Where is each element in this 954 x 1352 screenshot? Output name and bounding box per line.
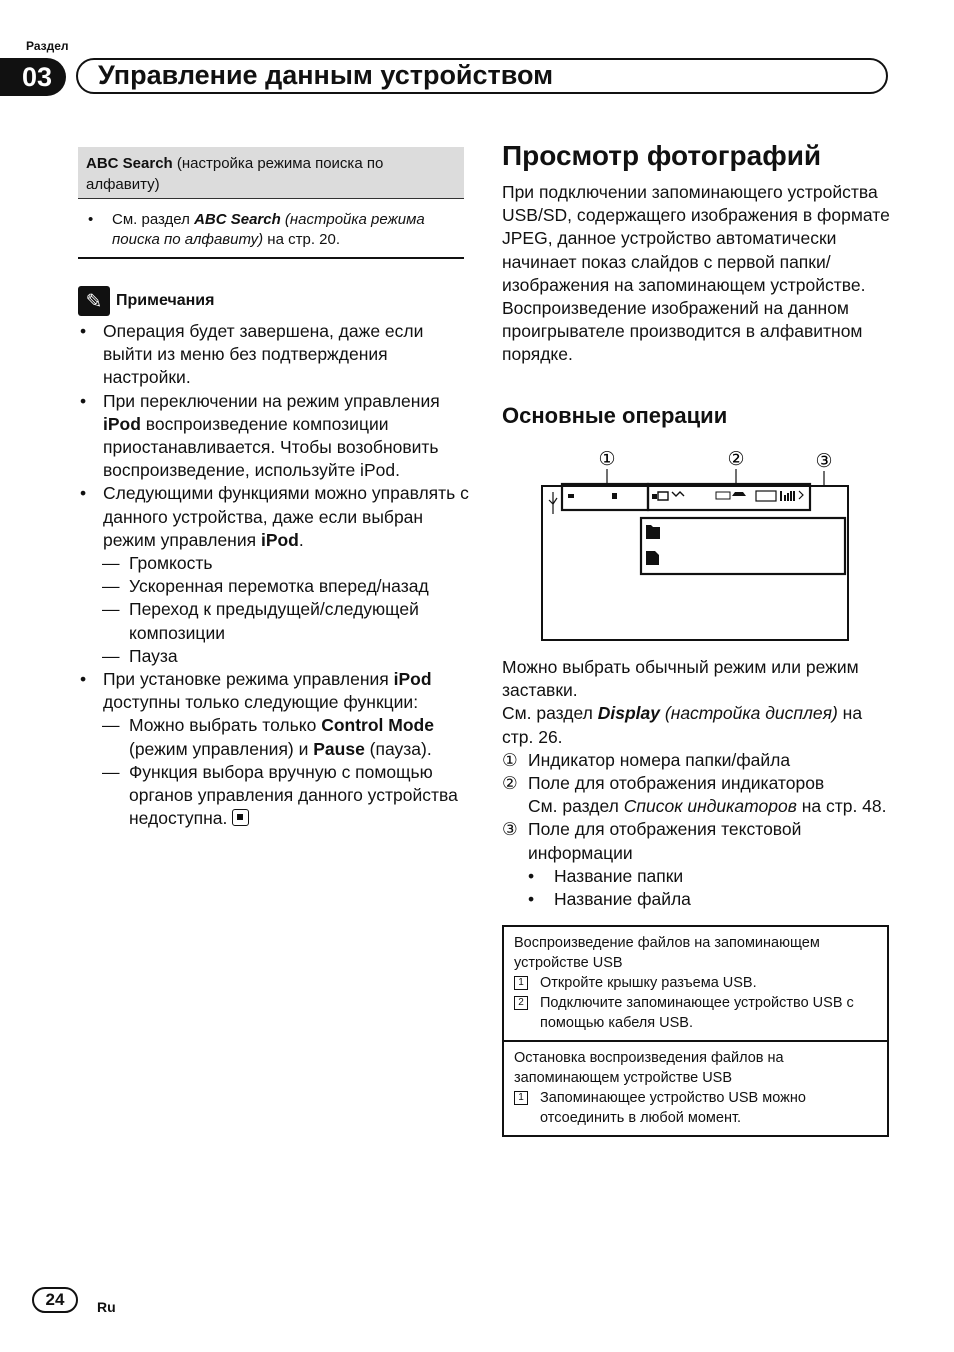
ref-pre: См. раздел bbox=[112, 211, 195, 228]
note-subitem: — Громкость bbox=[78, 552, 470, 575]
note-item: • Операция будет завершена, даже если выйти из меню без подтверждения настройки. bbox=[78, 320, 470, 390]
usb-stop-title: Остановка воспроизведения файлов на запоминающем устройстве USB bbox=[514, 1050, 784, 1086]
file-number-icon bbox=[612, 493, 617, 499]
description-block bbox=[502, 656, 894, 911]
usb-play-step: 2 Подключите запоминающее устройство USB с помощью кабеля USB. bbox=[514, 993, 877, 1033]
chapter-number: 03 bbox=[0, 58, 66, 96]
legend-item-3: ③ Поле для отображения текстовой информации bbox=[502, 819, 802, 863]
notes-heading-text: Примечания bbox=[116, 292, 215, 309]
chapter-title: Управление данным устройством bbox=[76, 58, 888, 94]
legend-item-2: ② Поле для отображения индикаторов См. раздел Список индикаторов на стр. 48. bbox=[502, 773, 887, 817]
callout-3: ③ bbox=[815, 450, 833, 472]
section-title: Просмотр фотографий bbox=[502, 140, 822, 171]
folder-icon bbox=[646, 525, 660, 539]
note-subitem: — Переход к предыдущей/следующей композиции bbox=[78, 598, 470, 644]
usb-instructions-table bbox=[502, 925, 889, 1137]
folder-number-icon bbox=[568, 494, 574, 498]
usb-play-cell bbox=[504, 927, 887, 1040]
note-subitem: — Можно выбрать только Control Mode (режим управления) и Pause (пауза). bbox=[78, 714, 470, 760]
usb-play-title: Воспроизведение файлов на запоминающем устройстве USB bbox=[514, 935, 820, 971]
usb-play-step: 1 Откройте крышку разъема USB. bbox=[514, 973, 877, 993]
page-number: 24 bbox=[32, 1287, 78, 1313]
note-item: • Следующими функциями можно управлять с данного устройства, даже если выбран режим управления iPod. bbox=[78, 482, 470, 552]
legend-item-1: ① Индикатор номера папки/файла bbox=[502, 749, 791, 770]
display-reference: См. раздел Display (настройка дисплея) на стр. 26. bbox=[502, 703, 863, 747]
ref-post: на стр. 20. bbox=[263, 231, 341, 248]
abc-search-desc: (настройка режима поиска по алфавиту) bbox=[86, 155, 384, 193]
notes-list bbox=[78, 320, 470, 830]
ref-italic: (настройка режима поиска по алфавиту) bbox=[112, 211, 425, 248]
language-code: Ru bbox=[97, 1299, 116, 1315]
usb-stop-step: 1 Запоминающее устройство USB можно отсоединить в любой момент. bbox=[514, 1088, 877, 1128]
section-label: Раздел bbox=[26, 39, 69, 53]
usb-stop-cell bbox=[504, 1040, 887, 1135]
callout-2: ② bbox=[727, 448, 745, 470]
pencil-icon: ✎ bbox=[78, 286, 110, 316]
display-diagram bbox=[540, 444, 852, 644]
file-icon bbox=[646, 551, 659, 565]
abc-search-label: ABC Search bbox=[86, 155, 173, 172]
end-mark-icon bbox=[232, 809, 249, 826]
abc-search-box bbox=[78, 147, 464, 199]
intro-paragraph: При подключении запоминающего устройства USB/SD, содержащего изображения в формате JPEG, данное устройство автоматически начинает показ слайдов с первой папки/изображения на запоминающем устройстве. Воспроизведение изображений на данном проигрывателе производится в алфавитном порядке. bbox=[502, 182, 890, 365]
note-subitem: — Пауза bbox=[78, 645, 470, 668]
legend-subitem: • Название папки bbox=[502, 865, 894, 888]
note-subitem: — Функция выбора вручную с помощью органов управления данного устройства недоступна. bbox=[78, 761, 470, 831]
note-item: • При переключении на режим управления iPod воспроизведение композиции приостанавливается. Чтобы возобновить воспроизведение, используйте iPod. bbox=[78, 390, 470, 483]
ref-bold: ABC Search bbox=[194, 211, 281, 228]
notes-heading bbox=[78, 286, 214, 316]
subsection-title: Основные операции bbox=[502, 403, 728, 428]
mode-text: Можно выбрать обычный режим или режим заставки. bbox=[502, 657, 859, 701]
note-subitem: — Ускоренная перемотка вперед/назад bbox=[78, 575, 470, 598]
callout-1: ① bbox=[598, 448, 616, 470]
separator-line bbox=[78, 257, 464, 259]
legend-subitem: • Название файла bbox=[502, 888, 894, 911]
abc-search-reference: • См. раздел ABC Search (настройка режима поиска по алфавиту) на стр. 20. bbox=[88, 211, 425, 248]
note-item: • При установке режима управления iPod доступны только следующие функции: bbox=[78, 668, 470, 714]
